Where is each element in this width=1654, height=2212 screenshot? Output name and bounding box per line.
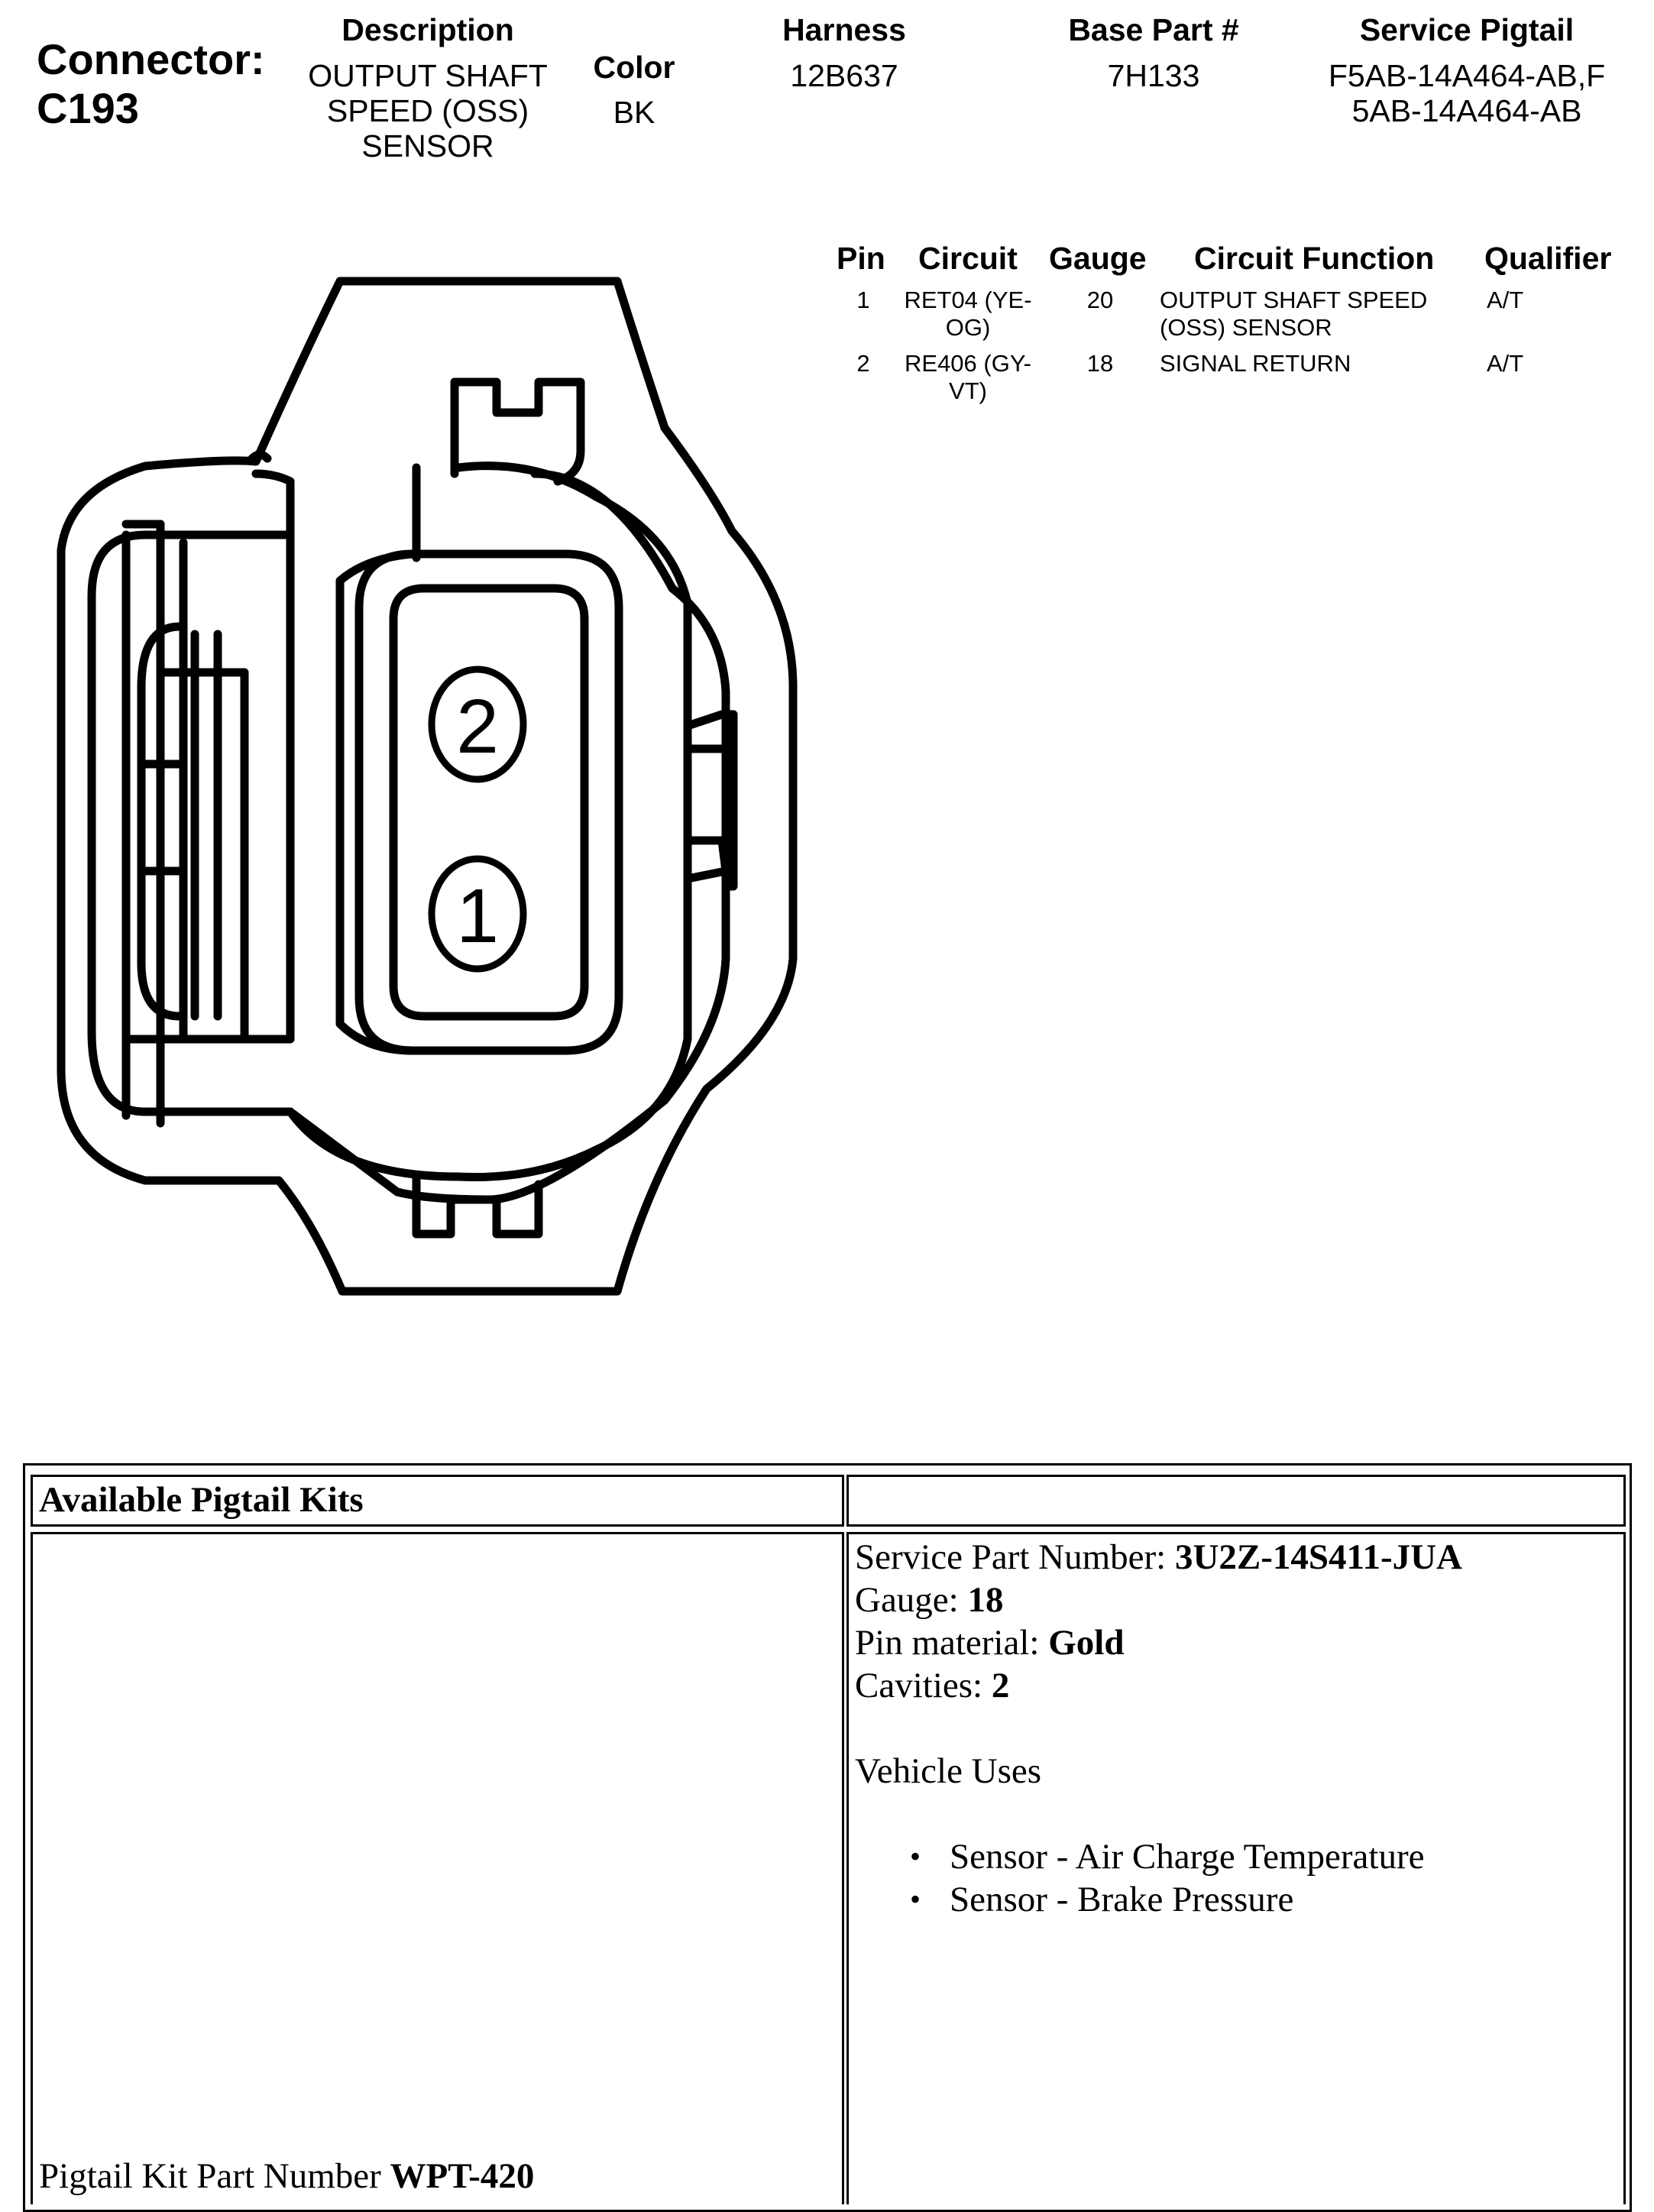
pigtail-header-right-cell: [846, 1475, 1626, 1527]
color-value: BK: [613, 95, 655, 130]
connector-id: C193: [37, 84, 139, 132]
row2-function: SIGNAL RETURN: [1160, 350, 1351, 377]
kit-label: Pigtail Kit Part Number: [39, 2156, 390, 2196]
service-pigtail-header: Service Pigtail: [1359, 12, 1575, 47]
gauge-label: Gauge:: [855, 1580, 968, 1620]
row2-circuit: RE406 (GY-VT): [905, 350, 1031, 404]
base-part-header: Base Part #: [1068, 12, 1239, 47]
kit-number-value: WPT-420: [390, 2156, 535, 2196]
connector-face-diagram: [0, 252, 825, 1391]
col-qualifier: Qualifier: [1484, 241, 1612, 276]
service-part-value: 3U2Z-14S411-JUA: [1174, 1537, 1462, 1577]
harness-header: Harness: [782, 12, 906, 47]
pigtail-heading-cell: [31, 1475, 844, 1527]
pigtail-image-cell: [31, 1532, 844, 2204]
list-item: • Sensor - Air Charge Temperature: [950, 1835, 1462, 1878]
row1-pin: 1: [856, 287, 870, 313]
pin-material-value: Gold: [1048, 1623, 1125, 1663]
pin-material-label: Pin material:: [855, 1623, 1049, 1663]
gauge-value: 18: [967, 1580, 1004, 1620]
row1-qualifier: A/T: [1487, 287, 1524, 313]
row1-function: OUTPUT SHAFT SPEED (OSS) SENSOR: [1160, 287, 1428, 341]
pigtail-details-cell: [846, 1532, 1626, 2204]
row1-circuit: RET04 (YE-OG): [904, 287, 1032, 341]
harness-value: 12B637: [790, 58, 898, 93]
list-item: • Sensor - Brake Pressure: [950, 1878, 1462, 1921]
vehicle-uses-label: Vehicle Uses: [855, 1751, 1042, 1791]
pigtail-details: [855, 1536, 1462, 1921]
row1-gauge: 20: [1086, 287, 1114, 313]
service-part-line: [855, 1536, 1462, 1579]
gauge-line: [855, 1579, 1462, 1621]
pin-material-line: [855, 1621, 1462, 1664]
pigtail-heading: Available Pigtail Kits: [39, 1480, 364, 1520]
col-circuit-function: Circuit Function: [1194, 241, 1435, 276]
connector-label: [37, 35, 265, 133]
col-gauge: Gauge: [1049, 241, 1147, 276]
row2-pin: 2: [856, 350, 870, 377]
description-value: OUTPUT SHAFT SPEED (OSS) SENSOR: [308, 58, 548, 164]
service-pigtail-value: F5AB-14A464-AB,F5AB-14A464-AB: [1328, 58, 1606, 128]
cavities-label: Cavities:: [855, 1666, 992, 1705]
row2-qualifier: A/T: [1487, 350, 1524, 377]
base-part-value: 7H133: [1107, 58, 1200, 93]
row2-gauge: 18: [1086, 350, 1114, 377]
cavities-value: 2: [991, 1666, 1010, 1705]
description-header: Description: [341, 12, 514, 47]
connector-label-line1: Connector:: [37, 35, 265, 83]
pigtail-kit-number: [39, 2155, 534, 2197]
color-header: Color: [593, 50, 675, 85]
vehicle-uses-list: [855, 1835, 1462, 1921]
cavities-line: [855, 1664, 1462, 1707]
pin-1-label: 1: [456, 873, 499, 959]
col-circuit: Circuit: [918, 241, 1018, 276]
pin-2-label: 2: [456, 684, 499, 769]
col-pin: Pin: [837, 241, 885, 276]
service-part-label: Service Part Number:: [855, 1537, 1175, 1577]
